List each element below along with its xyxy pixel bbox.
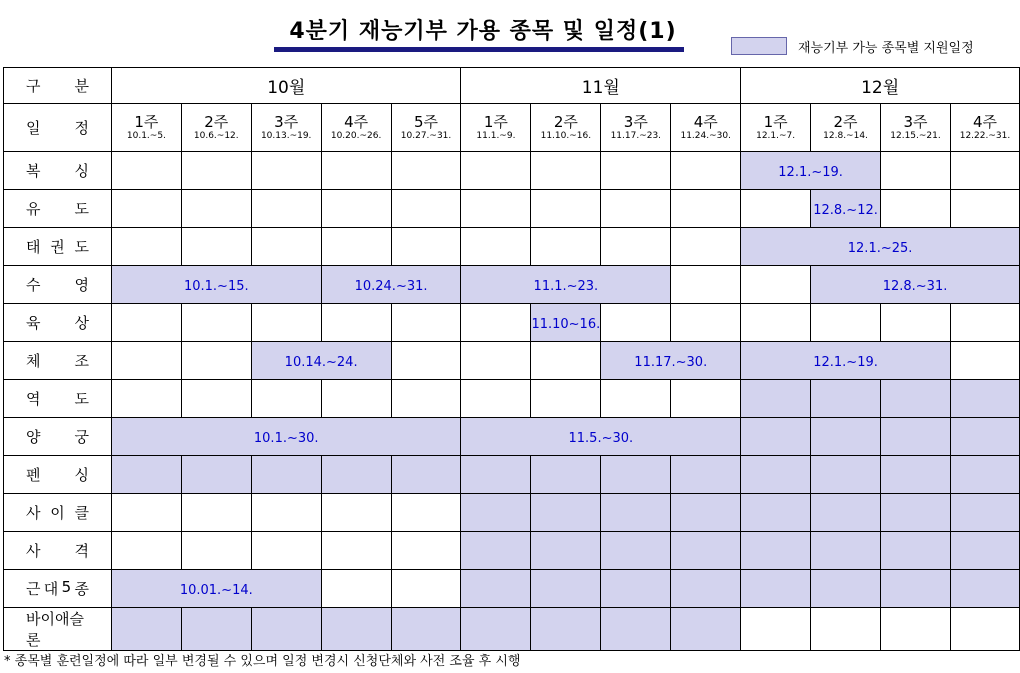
- schedule-cell: [601, 228, 671, 266]
- week-range: 11.17.~23.: [610, 130, 662, 141]
- schedule-cell: [671, 228, 741, 266]
- week-range: 11.1.~9.: [476, 130, 516, 141]
- schedule-cell: [461, 304, 531, 342]
- schedule-cell: [671, 608, 741, 651]
- schedule-header-cell: [4, 104, 112, 152]
- schedule-cell: [111, 190, 181, 228]
- sport-name: [4, 228, 112, 266]
- sport-name: [4, 532, 112, 570]
- sport-name-char-2: 권: [50, 238, 65, 256]
- week-header: [321, 104, 391, 152]
- sport-name-char-4: 종: [74, 580, 89, 598]
- sport-name: [4, 380, 112, 418]
- schedule-cell: [111, 532, 181, 570]
- schedule-cell: [601, 456, 671, 494]
- table-row: [4, 228, 1020, 266]
- sport-name-char-2: 싱: [74, 466, 89, 484]
- schedule-cell: [881, 570, 951, 608]
- schedule-cell: [881, 608, 951, 651]
- range-text: 10.24.~31.: [354, 279, 428, 294]
- week-label: 4주: [972, 112, 997, 131]
- schedule-cell: [601, 494, 671, 532]
- schedule-range: [811, 266, 1020, 304]
- schedule-cell: [111, 228, 181, 266]
- schedule-cell: [741, 266, 811, 304]
- legend-swatch: [731, 37, 787, 55]
- schedule-cell: [111, 494, 181, 532]
- schedule-cell: [321, 380, 391, 418]
- schedule-cell: [950, 380, 1019, 418]
- range-text: 12.8.~31.: [882, 279, 948, 294]
- week-header: [671, 104, 741, 152]
- schedule-cell: [461, 190, 531, 228]
- sport-name-chars: [4, 160, 111, 181]
- week-header: [741, 104, 811, 152]
- schedule-cell: [391, 342, 461, 380]
- sport-name: [4, 494, 112, 532]
- schedule-cell: [950, 494, 1019, 532]
- schedule-cell: [741, 380, 811, 418]
- schedule-cell: [671, 494, 741, 532]
- table-row: [4, 532, 1020, 570]
- schedule-range: [601, 342, 741, 380]
- sport-name-char-1: 수: [26, 276, 41, 294]
- schedule-cell: [321, 570, 391, 608]
- schedule-table: [3, 67, 1020, 651]
- week-label: 1주: [763, 112, 788, 131]
- category-header-char-2: 분: [74, 77, 89, 95]
- schedule-cell: [321, 608, 391, 651]
- schedule-cell: [741, 570, 811, 608]
- sport-name-char-2: 이: [50, 504, 65, 522]
- schedule-cell: [950, 570, 1019, 608]
- schedule-cell: [181, 342, 251, 380]
- week-range: 10.1.~5.: [126, 130, 166, 141]
- schedule-cell: [811, 304, 881, 342]
- schedule-cell: [461, 380, 531, 418]
- week-label: 2주: [204, 112, 229, 131]
- sport-name-char-2: 궁: [74, 428, 89, 446]
- schedule-cell: [601, 570, 671, 608]
- schedule-cell: [811, 418, 881, 456]
- week-label: 1주: [134, 112, 159, 131]
- week-range: 12.1.~7.: [756, 130, 796, 141]
- week-label: 3주: [274, 112, 299, 131]
- schedule-range: [111, 266, 321, 304]
- schedule-cell: [531, 190, 601, 228]
- week-header: [391, 104, 461, 152]
- sport-name-chars: [4, 236, 111, 257]
- schedule-cell: [531, 608, 601, 651]
- week-header: [881, 104, 951, 152]
- schedule-range: [461, 418, 741, 456]
- week-range: 10.13.~19.: [260, 130, 312, 141]
- sport-name-char-1: 바이애슬론: [26, 610, 84, 649]
- schedule-cell: [391, 532, 461, 570]
- table-row: [4, 342, 1020, 380]
- schedule-cell: [601, 152, 671, 190]
- schedule-cell: [671, 190, 741, 228]
- schedule-cell: [391, 304, 461, 342]
- schedule-cell: [461, 456, 531, 494]
- schedule-cell: [251, 456, 321, 494]
- sport-name-char-2: 상: [74, 314, 89, 332]
- schedule-range: [251, 342, 391, 380]
- schedule-cell: [181, 456, 251, 494]
- sport-name-chars: [4, 578, 111, 599]
- schedule-cell: [391, 456, 461, 494]
- schedule-cell: [321, 304, 391, 342]
- sport-name-char-1: 근: [26, 580, 41, 598]
- schedule-cell: [251, 494, 321, 532]
- sport-name-char-2: 격: [74, 542, 89, 560]
- schedule-cell: [181, 608, 251, 651]
- sport-name-chars: [4, 540, 111, 561]
- schedule-cell: [811, 608, 881, 651]
- range-text: 10.14.~24.: [284, 355, 358, 370]
- schedule-cell: [741, 190, 811, 228]
- week-header: [461, 104, 531, 152]
- schedule-cell: [391, 380, 461, 418]
- table-row: [4, 304, 1020, 342]
- schedule-cell: [251, 304, 321, 342]
- week-label: 4주: [344, 112, 369, 131]
- legend-label: 재능기부 가능 종목별 지원일정: [798, 41, 974, 56]
- schedule-cell: [950, 608, 1019, 651]
- schedule-cell: [881, 456, 951, 494]
- schedule-cell: [111, 380, 181, 418]
- sport-name: [4, 570, 112, 608]
- week-label: 3주: [903, 112, 928, 131]
- sport-name: [4, 456, 112, 494]
- schedule-cell: [531, 494, 601, 532]
- month-header-october: 10월: [111, 68, 461, 104]
- sport-name-chars: [4, 426, 111, 447]
- schedule-cell: [391, 190, 461, 228]
- sport-name-chars: [4, 198, 111, 219]
- schedule-cell: [461, 532, 531, 570]
- schedule-cell: [671, 266, 741, 304]
- schedule-cell: [111, 342, 181, 380]
- sport-name-chars: [4, 350, 111, 371]
- schedule-cell: [950, 418, 1019, 456]
- week-label: 5주: [414, 112, 439, 131]
- week-range: 10.20.~26.: [330, 130, 382, 141]
- week-header: [181, 104, 251, 152]
- schedule-cell: [251, 152, 321, 190]
- week-range: 12.15.~21.: [890, 130, 941, 141]
- range-text: 12.1.~19.: [813, 355, 878, 370]
- sport-name-chars: [4, 274, 111, 295]
- schedule-cell: [671, 532, 741, 570]
- schedule-cell: [950, 342, 1019, 380]
- table-row: [4, 266, 1020, 304]
- table-row: [4, 190, 1020, 228]
- schedule-cell: [321, 494, 391, 532]
- schedule-cell: [461, 228, 531, 266]
- schedule-cell: [181, 532, 251, 570]
- title-underline: [274, 47, 684, 52]
- schedule-cell: [601, 304, 671, 342]
- schedule-cell: [881, 532, 951, 570]
- schedule-cell: [181, 228, 251, 266]
- table-row: [4, 570, 1020, 608]
- week-label: 1주: [483, 112, 508, 131]
- schedule-cell: [321, 190, 391, 228]
- schedule-cell: [741, 494, 811, 532]
- schedule-cell: [321, 152, 391, 190]
- footnote: * 종목별 훈련일정에 따라 일부 변경될 수 있으며 일정 변경시 신청단체와 사전 조율 후 시행: [4, 654, 521, 669]
- schedule-cell: [741, 418, 811, 456]
- schedule-cell: [321, 456, 391, 494]
- week-range: 10.27.~31.: [400, 130, 452, 141]
- schedule-cell: [741, 608, 811, 651]
- schedule-cell: [531, 342, 601, 380]
- table-row: [4, 456, 1020, 494]
- schedule-cell: [601, 380, 671, 418]
- schedule-cell: [950, 190, 1019, 228]
- schedule-cell: [881, 152, 951, 190]
- sport-name: [4, 608, 112, 651]
- schedule-cell: [671, 456, 741, 494]
- schedule-cell: [811, 570, 881, 608]
- table-row: [4, 152, 1020, 190]
- schedule-cell: [181, 152, 251, 190]
- week-header: [950, 104, 1019, 152]
- schedule-cell: [391, 608, 461, 651]
- schedule-cell: [950, 152, 1019, 190]
- schedule-cell: [671, 570, 741, 608]
- schedule-cell: [531, 380, 601, 418]
- sport-name: [4, 304, 112, 342]
- range-text: 12.8.~12.: [813, 203, 878, 218]
- schedule-cell: [181, 494, 251, 532]
- sport-name-char-1: 복: [26, 162, 41, 180]
- schedule-cell: [531, 228, 601, 266]
- schedule-range: [111, 418, 461, 456]
- week-label: 2주: [833, 112, 858, 131]
- schedule-cell: [321, 532, 391, 570]
- sport-name-char-3: 5: [61, 578, 72, 596]
- schedule-cell: [741, 532, 811, 570]
- schedule-cell: [881, 304, 951, 342]
- sport-name-char-2: 싱: [74, 162, 89, 180]
- table-row: [4, 418, 1020, 456]
- table-row: [4, 608, 1020, 651]
- week-range: 11.24.~30.: [680, 130, 731, 141]
- range-text: 10.01.~14.: [179, 583, 253, 598]
- sport-name-chars: [4, 608, 111, 650]
- sport-name-char-1: 체: [26, 352, 41, 370]
- schedule-range: [741, 152, 881, 190]
- sport-name-chars: [4, 312, 111, 333]
- schedule-range: [741, 228, 1020, 266]
- range-text: 11.1.~23.: [533, 279, 599, 294]
- schedule-cell: [811, 532, 881, 570]
- sport-name-chars: [4, 502, 111, 523]
- schedule-cell: [671, 304, 741, 342]
- schedule-cell: [601, 190, 671, 228]
- schedule-cell: [881, 418, 951, 456]
- week-header: [111, 104, 181, 152]
- schedule-range: [321, 266, 461, 304]
- sport-name-chars: [4, 464, 111, 485]
- schedule-cell: [111, 608, 181, 651]
- week-range: 11.10.~16.: [540, 130, 592, 141]
- schedule-header-char-1: 일: [26, 119, 41, 137]
- schedule-range: [811, 190, 881, 228]
- week-header: [531, 104, 601, 152]
- schedule-cell: [391, 570, 461, 608]
- week-range: 12.22.~31.: [959, 130, 1011, 141]
- table-row: [4, 380, 1020, 418]
- sport-name: [4, 190, 112, 228]
- range-text: 10.1.~30.: [253, 431, 319, 446]
- week-header: [601, 104, 671, 152]
- schedule-cell: [321, 228, 391, 266]
- week-range: 12.8.~14.: [823, 130, 868, 141]
- sport-name-char-3: 클: [74, 504, 89, 522]
- schedule-cell: [950, 304, 1019, 342]
- schedule-cell: [251, 380, 321, 418]
- schedule-cell: [461, 342, 531, 380]
- sport-name-char-2: 영: [74, 276, 89, 294]
- sport-name-chars: [4, 388, 111, 409]
- sport-name: [4, 266, 112, 304]
- table-row: [4, 494, 1020, 532]
- schedule-cell: [111, 152, 181, 190]
- week-label: 4주: [693, 112, 718, 131]
- schedule-cell: [111, 456, 181, 494]
- range-text: 11.10~16.: [531, 317, 601, 332]
- schedule-cell: [461, 608, 531, 651]
- schedule-cell: [741, 456, 811, 494]
- schedule-cell: [251, 608, 321, 651]
- schedule-cell: [181, 380, 251, 418]
- sport-name-char-2: 조: [74, 352, 89, 370]
- sport-name-char-1: 유: [26, 200, 41, 218]
- schedule-cell: [531, 570, 601, 608]
- category-header-char-1: 구: [26, 77, 41, 95]
- schedule-range: [741, 342, 951, 380]
- sport-name-char-3: 도: [74, 238, 89, 256]
- sport-name-char-1: 역: [26, 390, 41, 408]
- schedule-cell: [251, 190, 321, 228]
- sport-name-char-1: 사: [26, 504, 41, 522]
- month-header-november: 11월: [461, 68, 741, 104]
- sport-name: [4, 342, 112, 380]
- range-text: 10.1.~15.: [183, 279, 249, 294]
- schedule-cell: [181, 190, 251, 228]
- schedule-cell: [461, 152, 531, 190]
- week-header: [811, 104, 881, 152]
- schedule-cell: [881, 494, 951, 532]
- schedule-cell: [391, 152, 461, 190]
- schedule-cell: [950, 456, 1019, 494]
- sport-name-char-1: 사: [26, 542, 41, 560]
- schedule-header: [4, 117, 111, 138]
- schedule-range: [531, 304, 601, 342]
- schedule-cell: [741, 304, 811, 342]
- sport-name-char-1: 양: [26, 428, 41, 446]
- schedule-cell: [181, 304, 251, 342]
- schedule-cell: [811, 456, 881, 494]
- sport-name: [4, 152, 112, 190]
- week-header: [251, 104, 321, 152]
- schedule-cell: [111, 304, 181, 342]
- schedule-range: [111, 570, 321, 608]
- schedule-cell: [811, 380, 881, 418]
- sport-name-char-2: 도: [74, 200, 89, 218]
- month-header-december: 12월: [741, 68, 1020, 104]
- schedule-cell: [881, 190, 951, 228]
- schedule-cell: [391, 228, 461, 266]
- schedule-cell: [811, 494, 881, 532]
- range-text: 11.5.~30.: [568, 431, 634, 446]
- week-range: 10.6.~12.: [193, 130, 239, 141]
- schedule-cell: [531, 532, 601, 570]
- schedule-range: [461, 266, 671, 304]
- schedule-cell: [601, 608, 671, 651]
- sport-name-char-1: 태: [26, 238, 41, 256]
- sport-name-char-2: 도: [74, 390, 89, 408]
- category-header: [4, 75, 111, 96]
- sport-name-char-1: 펜: [26, 466, 41, 484]
- schedule-cell: [950, 532, 1019, 570]
- schedule-cell: [251, 228, 321, 266]
- schedule-cell: [671, 152, 741, 190]
- sport-name-char-1: 육: [26, 314, 41, 332]
- range-text: 12.1.~25.: [847, 241, 913, 256]
- page-title: 4분기 재능기부 가용 종목 및 일정(1): [289, 19, 677, 44]
- sport-name: [4, 418, 112, 456]
- schedule-cell: [251, 532, 321, 570]
- schedule-cell: [391, 494, 461, 532]
- schedule-cell: [601, 532, 671, 570]
- range-text: 12.1.~19.: [778, 165, 843, 180]
- schedule-cell: [531, 456, 601, 494]
- schedule-header-char-2: 정: [74, 119, 89, 137]
- week-label: 2주: [553, 112, 578, 131]
- schedule-cell: [531, 152, 601, 190]
- schedule-cell: [881, 380, 951, 418]
- schedule-cell: [671, 380, 741, 418]
- range-text: 11.17.~30.: [634, 355, 708, 370]
- schedule-cell: [461, 570, 531, 608]
- schedule-cell: [461, 494, 531, 532]
- category-header-cell: [4, 68, 112, 104]
- week-label: 3주: [623, 112, 648, 131]
- sport-name-char-2: 대: [43, 580, 59, 598]
